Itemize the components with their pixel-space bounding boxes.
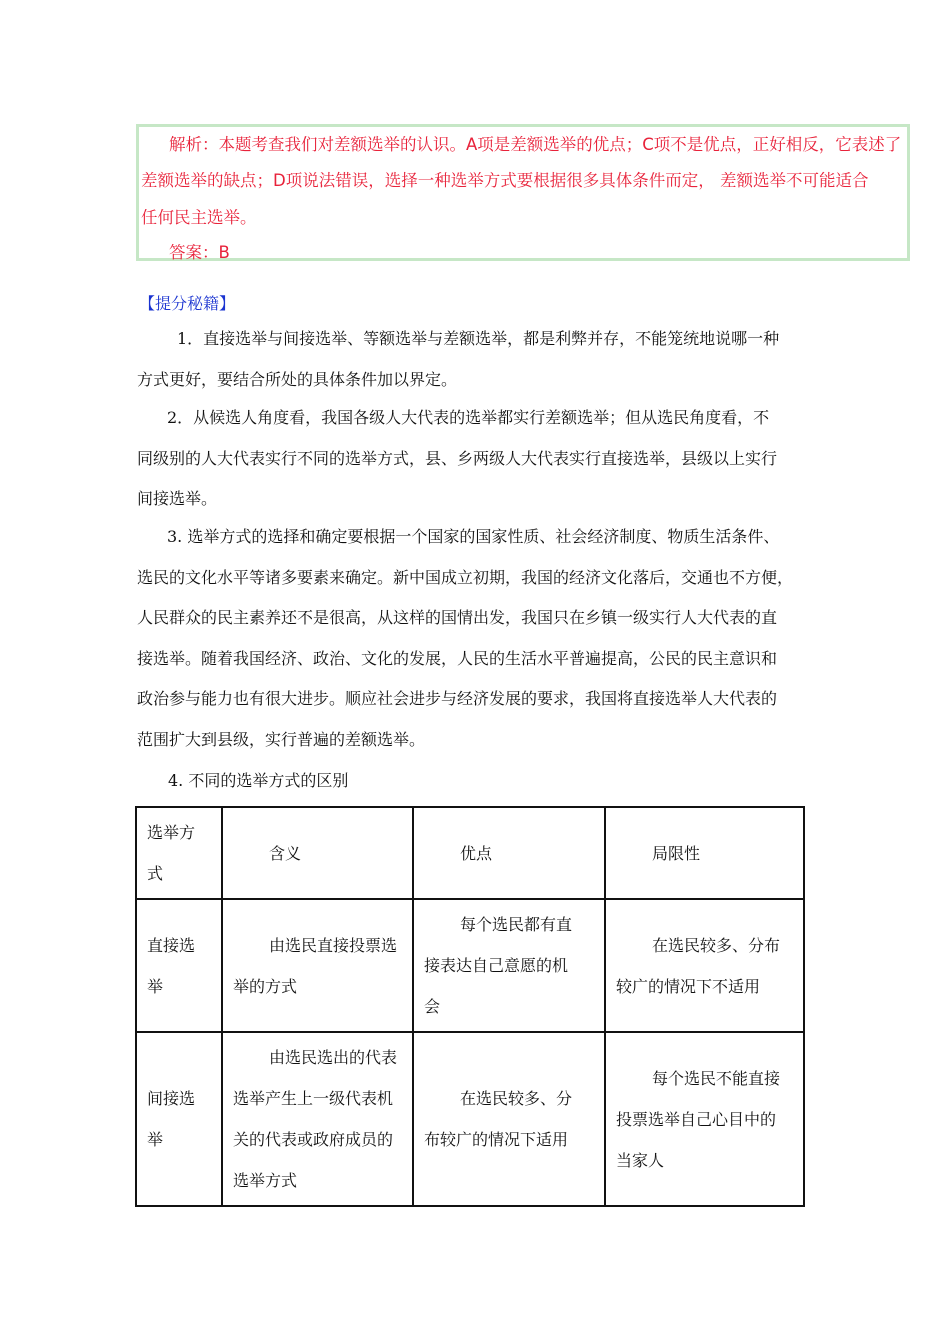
analysis-line-1: 解析：本题考查我们对差额选举的认识。A项是差额选举的优点；C项不是优点，正好相反，它表述了 — [169, 135, 902, 154]
table-cell — [136, 1032, 222, 1206]
text-line: 接选举。随着我国经济、政治、文化的发展，人民的生活水平普遍提高，公民的民主意识和 — [137, 648, 778, 668]
cell-line: 局限性 — [652, 843, 701, 863]
cell-line: 每个选民都有直 — [460, 915, 573, 934]
cell-line: 由选民选出的代表 — [269, 1048, 398, 1067]
cell-line: 关的代表或政府成员的 — [233, 1130, 394, 1149]
table-header-row — [136, 807, 804, 899]
table-cell — [413, 807, 605, 899]
text-line: 选民的文化水平等诸多要素来确定。新中国成立初期，我国的经济文化落后，交通也不方便， — [137, 567, 794, 587]
table-cell — [413, 899, 605, 1032]
answer-line: 答案：B — [169, 243, 230, 262]
table-cell — [605, 807, 804, 899]
text-line: 方式更好，要结合所处的具体条件加以界定。 — [137, 369, 458, 389]
cell-line: 举 — [147, 1130, 164, 1149]
cell-line: 举 — [147, 976, 164, 996]
table-cell — [605, 899, 804, 1032]
cell-line: 在选民较多、分 — [460, 1089, 573, 1108]
cell-line: 布较广的情况下适用 — [424, 1130, 569, 1149]
cell-line: 选举方式 — [233, 1171, 298, 1190]
text-line: 3. 选举方式的选择和确定要根据一个国家的国家性质、社会经济制度、物质生活条件、 — [167, 527, 780, 546]
analysis-line-3: 任何民主选举。 — [141, 208, 257, 227]
cell-line: 当家人 — [616, 1150, 665, 1170]
tips-paragraph-3 — [137, 517, 817, 760]
table-cell — [413, 1032, 605, 1206]
cell-line: 接表达自己意愿的机 — [424, 956, 569, 975]
cell-line: 直接选 — [147, 935, 196, 955]
tips-paragraph-1 — [137, 319, 817, 400]
tips-paragraph-2 — [137, 398, 817, 520]
text-line: 人民群众的民主素养还不是很高，从这样的国情出发，我国只在乡镇一级实行人大代表的直 — [137, 608, 778, 627]
cell-line: 会 — [424, 997, 441, 1016]
analysis-box — [136, 124, 910, 261]
cell-line: 优点 — [460, 843, 493, 863]
text-line: 范围扩大到县级，实行普遍的差额选举。 — [137, 729, 426, 749]
cell-line: 选举方 — [147, 823, 196, 842]
cell-line: 在选民较多、分布 — [652, 935, 781, 955]
cell-line: 举的方式 — [233, 976, 298, 996]
analysis-line-2: 差额选举的缺点；D项说法错误，选择一种选举方式要根据很多具体条件而定， 差额选举不可能适合 — [141, 171, 869, 190]
cell-line: 含义 — [269, 843, 302, 863]
table-cell — [136, 807, 222, 899]
cell-line: 每个选民不能直接 — [652, 1068, 781, 1088]
table-cell — [222, 1032, 413, 1206]
table-cell — [136, 899, 222, 1032]
tips-title: 【提分秘籍】 — [139, 294, 236, 313]
text-line: 政治参与能力也有很大进步。顺应社会进步与经济发展的要求，我国将直接选举人大代表的 — [137, 689, 778, 708]
table-cell — [222, 899, 413, 1032]
cell-line: 由选民直接投票选 — [269, 935, 398, 955]
cell-line: 较广的情况下不适用 — [616, 976, 761, 996]
text-line: 2．从候选人角度看，我国各级人大代表的选举都实行差额选举；但从选民角度看，不 — [167, 408, 770, 427]
cell-line: 投票选举自己心目中的 — [616, 1109, 777, 1129]
cell-line: 选举产生上一级代表机 — [233, 1089, 394, 1108]
cell-line: 间接选 — [147, 1089, 196, 1108]
table-cell — [222, 807, 413, 899]
text-line: 同级别的人大代表实行不同的选举方式，县、乡两级人大代表实行直接选举，县级以上实行 — [137, 448, 778, 468]
table-row — [136, 1032, 804, 1206]
text-line: 1．直接选举与间接选举、等额选举与差额选举，都是利弊并存，不能笼统地说哪一种 — [177, 329, 780, 348]
tips-paragraph-4: 4. 不同的选举方式的区别 — [168, 771, 349, 790]
table-row — [136, 899, 804, 1032]
table-cell — [605, 1032, 804, 1206]
text-line: 间接选举。 — [137, 489, 218, 508]
election-methods-table — [135, 806, 805, 1207]
cell-line: 式 — [147, 864, 164, 883]
